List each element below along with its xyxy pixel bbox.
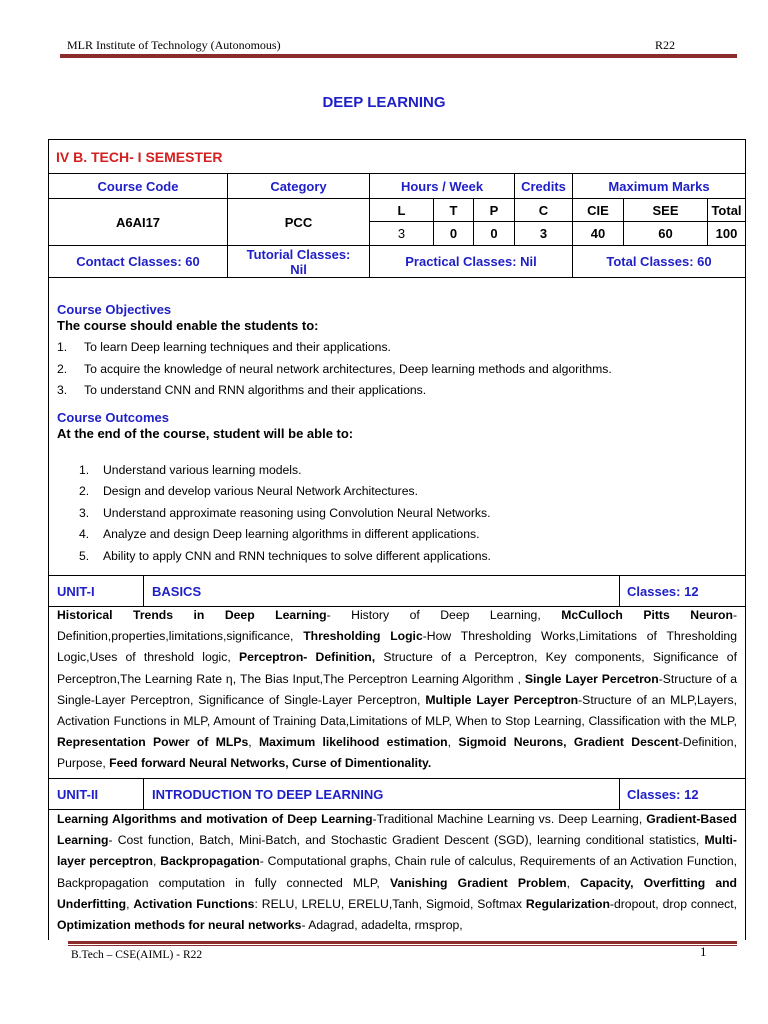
credits-header: Credits xyxy=(514,174,572,198)
category-header: Category xyxy=(227,174,369,198)
regulation-code: R22 xyxy=(655,38,676,52)
syllabus-text: Feed forward Neural Networks, Curse of Dimentionality. xyxy=(109,756,432,771)
syllabus-text: -Structure of an MLP,Layers, Activation Functions in MLP, Amount of Training Data,Limitations of MLP, When to Stop Learning, Classification with the MLP, xyxy=(57,692,737,729)
syllabus-text: Historical Trends in Deep Learning xyxy=(57,608,327,622)
see-column xyxy=(623,199,707,245)
syllabus-text: Learning Algorithms and motivation of Deep Learning xyxy=(57,812,373,826)
list-item: 5. Ability to apply CNN and RNN techniques to solve different applications. xyxy=(79,548,491,563)
unit-2-title: INTRODUCTION TO DEEP LEARNING xyxy=(143,779,619,809)
unit-1-classes: Classes: 12 xyxy=(619,576,745,606)
p-column xyxy=(473,199,514,245)
tutorial-classes: Tutorial Classes: Nil xyxy=(227,246,369,277)
institute-name: MLR Institute of Technology (Autonomous) xyxy=(67,38,281,52)
semester-label: IV B. TECH- I SEMESTER xyxy=(56,149,223,165)
syllabus-text: -dropout, drop connect, xyxy=(609,896,737,911)
list-item: 2. Design and develop various Neural Network Architectures. xyxy=(79,484,418,499)
course-code-value: A6AI17 xyxy=(115,214,161,230)
contact-classes: Contact Classes: 60 xyxy=(76,254,200,269)
syllabus-text: , xyxy=(447,735,459,750)
syllabus-text: Optimization methods for neural networks xyxy=(57,918,302,933)
outcomes-heading: Course Outcomes xyxy=(57,410,169,425)
syllabus-table xyxy=(48,139,746,940)
unit-2-header xyxy=(49,778,745,810)
practical-classes: Practical Classes: Nil xyxy=(369,246,572,277)
list-item: 1. To learn Deep learning techniques and their applications. xyxy=(57,340,391,354)
syllabus-text: - History of Deep Learning, xyxy=(326,608,562,622)
unit-1-title: BASICS xyxy=(143,576,619,606)
outcomes-intro: At the end of the course, student will be able to: xyxy=(57,426,354,441)
outcomes-list xyxy=(57,460,737,567)
syllabus-text: - Adagrad, adadelta, rmsprop, xyxy=(301,918,463,933)
list-item: 1. Understand various learning models. xyxy=(79,463,302,477)
syllabus-text: Capacity, Overfitting and Underfitting xyxy=(57,875,737,911)
course-values-row xyxy=(49,199,745,246)
syllabus-text: Structure of a Perceptron, Key components, Significance of Perceptron,The Learning Rate η, The Bias Input,The Perceptron Learning Algorithm , xyxy=(57,650,737,686)
hours-week-header: Hours / Week xyxy=(369,174,514,198)
c-value: 3 xyxy=(539,226,548,241)
syllabus-text: , xyxy=(566,875,581,890)
syllabus-text: Gradient-Based Learning xyxy=(57,812,737,848)
course-header-row xyxy=(49,174,745,199)
max-marks-header: Maximum Marks xyxy=(572,174,745,198)
syllabus-text: Activation Functions xyxy=(133,896,255,911)
syllabus-text: -How Thresholding Works,Limitations of Thresholding Logic,Uses of threshold logic, xyxy=(57,629,737,665)
syllabus-text: , xyxy=(152,854,161,869)
unit-2-label: UNIT-II xyxy=(57,786,99,802)
syllabus-text: , xyxy=(248,735,259,750)
syllabus-text: -Traditional Machine Learning vs. Deep Learning, xyxy=(372,812,647,826)
total-column xyxy=(707,199,745,245)
list-item: 3. Understand approximate reasoning using Convolution Neural Networks. xyxy=(79,505,491,520)
l-value: 3 xyxy=(397,226,406,241)
p-label: P xyxy=(474,199,514,222)
cie-value: 40 xyxy=(590,226,606,241)
footer-rule xyxy=(68,941,737,944)
cie-column xyxy=(572,199,623,245)
unit-1-content xyxy=(57,605,737,775)
unit-1-header xyxy=(49,575,745,607)
total-classes: Total Classes: 60 xyxy=(572,246,745,277)
syllabus-text: McCulloch Pitts Neuron xyxy=(561,608,733,622)
category-value: PCC xyxy=(227,199,369,245)
total-label: Total xyxy=(708,199,745,222)
footer-rule-thin xyxy=(68,945,737,946)
classes-row xyxy=(49,246,745,278)
unit-2-classes: Classes: 12 xyxy=(619,779,745,809)
syllabus-text: -Definition,properties,limitations,significance, xyxy=(57,608,737,644)
syllabus-text: - Computational graphs, Chain rule of calculus, Requirements of an Activation Function, Backpropagation computation in fully connected MLP, xyxy=(57,854,737,890)
syllabus-text: Sigmoid Neurons, Gradient Descent xyxy=(458,735,679,750)
syllabus-text: Maximum likelihood estimation xyxy=(258,735,448,750)
page-number: 1 xyxy=(700,944,707,959)
t-value: 0 xyxy=(449,226,458,241)
syllabus-text: : RELU, LRELU, ERELU,Tanh, Sigmoid, Softmax xyxy=(254,896,526,911)
syllabus-text: -Definition, Purpose, xyxy=(57,735,737,771)
footer-program: B.Tech – CSE(AIML) - R22 xyxy=(71,949,203,961)
syllabus-text: Perceptron- Definition, xyxy=(238,650,376,665)
list-item: 2. To acquire the knowledge of neural network architectures, Deep learning methods and algorithms. xyxy=(57,361,612,376)
course-code-header: Course Code xyxy=(97,178,179,194)
objectives-list xyxy=(57,337,737,402)
syllabus-text: -Structure of a Single-Layer Perceptron, Significance of Single-Layer Perceptron, xyxy=(57,671,737,707)
l-column xyxy=(369,199,433,245)
syllabus-text: Single Layer Percetron xyxy=(524,671,659,686)
syllabus-text: Backpropagation xyxy=(160,854,260,869)
objectives-heading: Course Objectives xyxy=(57,302,172,317)
objectives-intro: The course should enable the students to: xyxy=(57,318,319,333)
c-label: C xyxy=(515,199,572,222)
course-outcomes xyxy=(57,410,737,567)
syllabus-text: Thresholding Logic xyxy=(303,629,423,644)
p-value: 0 xyxy=(490,226,498,241)
t-label: T xyxy=(434,199,473,222)
unit-2-content xyxy=(57,809,737,936)
syllabus-text: Regularization xyxy=(525,896,610,911)
syllabus-text: Vanishing Gradient Problem xyxy=(389,875,567,890)
document-title: DEEP LEARNING xyxy=(322,94,446,111)
cie-label: CIE xyxy=(573,199,623,222)
unit-1-label: UNIT-I xyxy=(57,583,95,599)
syllabus-text: , xyxy=(126,896,134,911)
t-column xyxy=(433,199,473,245)
see-label: SEE xyxy=(624,199,707,222)
header-rule xyxy=(60,54,737,58)
syllabus-text: Multiple Layer Perceptron xyxy=(425,692,579,707)
list-item: 4. Analyze and design Deep learning algorithms in different applications. xyxy=(79,527,480,542)
semester-row xyxy=(49,140,745,174)
total-value: 100 xyxy=(715,226,738,241)
see-value: 60 xyxy=(658,226,673,241)
syllabus-text: Multi-layer perceptron xyxy=(57,833,737,869)
syllabus-text: Representation Power of MLPs xyxy=(57,735,249,750)
c-column xyxy=(514,199,572,245)
syllabus-text: - Cost function, Batch, Mini-Batch, and Stochastic Gradient Descent (SGD), learning conditional statistics, xyxy=(108,833,705,848)
course-objectives xyxy=(57,302,737,402)
l-label: L xyxy=(370,199,433,222)
list-item: 3. To understand CNN and RNN algorithms and their applications. xyxy=(57,383,427,397)
